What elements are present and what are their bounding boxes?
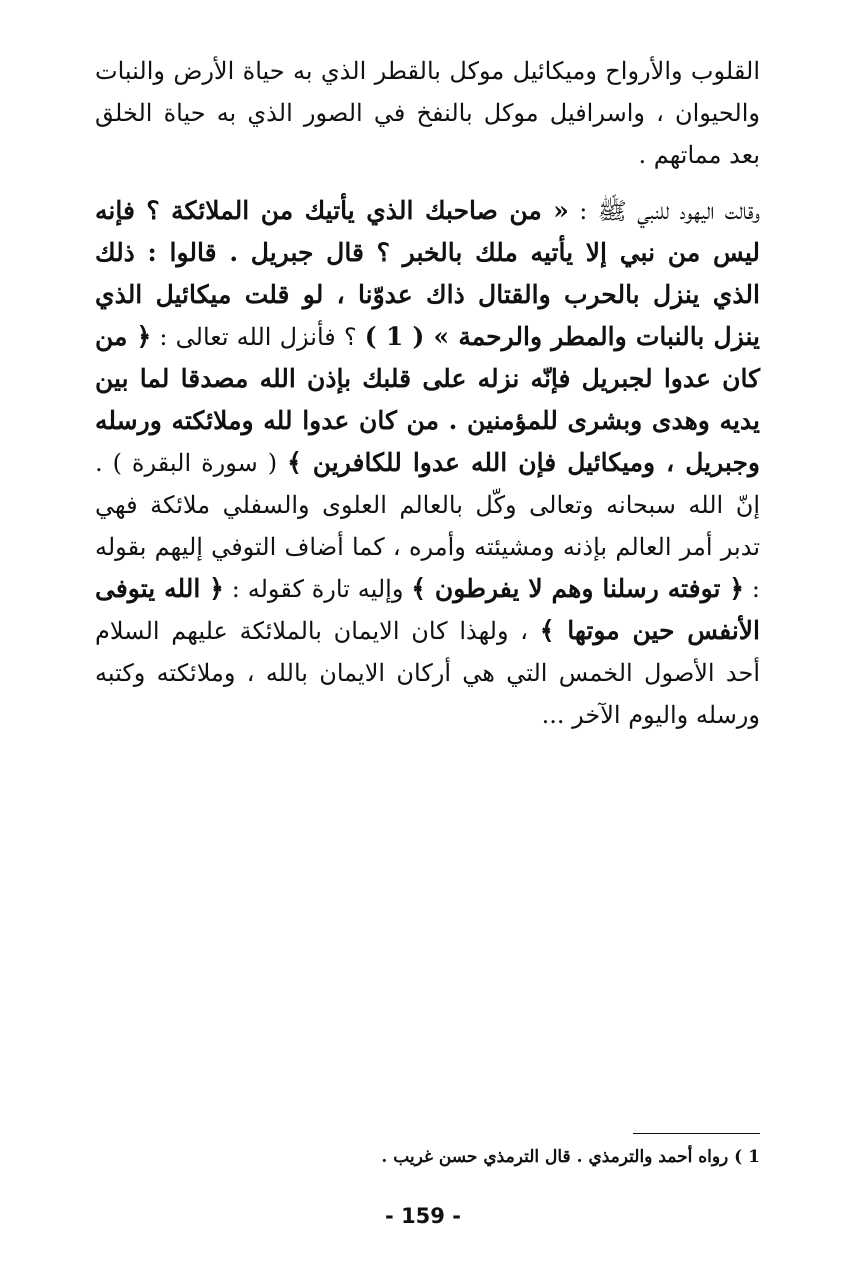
quran-verse-baqarah: ﴿ من كان عدوا لجبريل فإنّه نزله على قلبك بإذن الله مصدقا لما بين يديه وهدى وبشرى للمؤمنين . من كان عدوا لله وملائكته ورسله وجبريل ، وميكائيل فإن الله عدوا للكافرين ﴾ <box>95 322 760 477</box>
paragraph-2-text: ( سورة البقرة ) . إنّ الله سبحانه وتعالى وكّل بالعالم العلوى والسفلي ملائكة فهي تدبر أمر العالم بإذنه ومشيئته وأمره ، كما أضاف التوفي إليهم بقوله : <box>95 449 760 603</box>
paragraph-2-intro: وقالت اليهود للنبي ﷺ : <box>568 197 761 225</box>
hadith-quote: « من صاحبك الذي يأتيك من الملائكة ؟ فإنه ليس من نبي إلا يأتيه ملك بالخبر ؟ قال جبريل . قالوا : ذلك الذي ينزل بالحرب والقتال ذاك عدوّنا ، لو قلت ميكائيل الذي ينزل بالنبات والمطر والرحمة » ( 1 ) <box>95 196 760 351</box>
page-number: - 159 - <box>385 1204 461 1228</box>
paragraph-2-text: ، ولهذا كان الايمان بالملائكة عليهم السلام أحد الأصول الخمس التي هي أركان الايمان بالله ، وملائكته وكتبه ورسله واليوم الآخر ... <box>95 617 760 729</box>
page-body <box>95 50 760 736</box>
paragraph-1: القلوب والأرواح وميكائيل موكل بالقطر الذي به حياة الأرض والنبات والحيوان ، واسرافيل موكل بالنفخ في الصور الذي به حياة الخلق بعد مماتهم . <box>95 57 760 169</box>
paragraph-2-text: ؟ فأنزل الله تعالى : <box>151 323 365 351</box>
footnote-divider <box>633 1133 760 1134</box>
paragraph-2-text: وإليه تارة كقوله : <box>223 575 412 603</box>
quran-verse-yatawaffa: ﴿ الله يتوفى الأنفس حين موتها ﴾ <box>95 574 760 645</box>
quran-verse-rusuluna: ﴿ توفته رسلنا وهم لا يفرطون ﴾ <box>411 574 745 603</box>
paragraph-2 <box>95 190 760 736</box>
footnote: 1 ) رواه أحمد والترمذي . قال الترمذي حسن غريب . <box>381 1147 760 1167</box>
